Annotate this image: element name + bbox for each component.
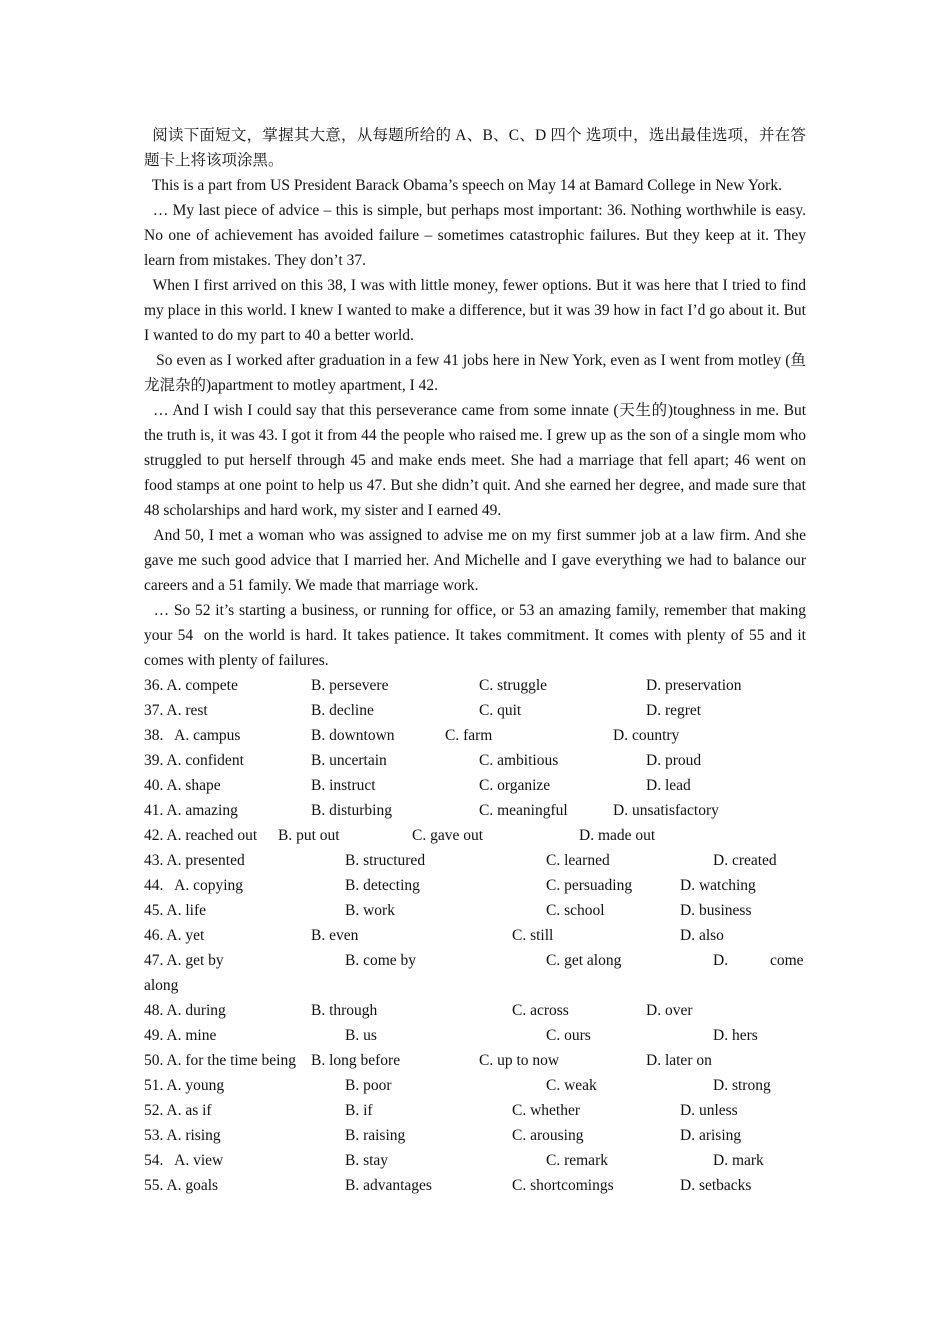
option-d: D. strong: [713, 1077, 771, 1094]
option-b: B. us: [345, 1027, 377, 1044]
option-b: B. decline: [311, 702, 374, 719]
option-b: B. advantages: [345, 1177, 432, 1194]
question-row: [144, 923, 806, 948]
option-a: 41. A. amazing: [144, 802, 238, 819]
question-row: [144, 1048, 806, 1073]
option-a: 49. A. mine: [144, 1027, 217, 1044]
option-c: C. shortcomings: [512, 1177, 614, 1194]
option-b: B. disturbing: [311, 802, 392, 819]
question-row: [144, 1098, 806, 1123]
option-c: C. persuading: [546, 877, 633, 894]
option-d: D. watching: [680, 877, 756, 894]
passage-paragraph: … And I wish I could say that this perseverance came from some innate (天生的)toughness in me. But the truth is, it was 43. I got it from 44 the people who raised me. I grew up as the son of a single mom who struggled to put herself through 45 and make ends meet. She had a marriage that fell apart; 46 went on food stamps at one point to help us 47. But she didn’t quit. And she earned her degree, and made sure that 48 scholarships and hard work, my sister and I earned 49.: [144, 402, 810, 519]
option-c: C. up to now: [479, 1052, 560, 1069]
option-a: 43. A. presented: [144, 852, 245, 869]
question-row: [144, 998, 806, 1023]
option-a: 53. A. rising: [144, 1127, 221, 1144]
option-b: B. work: [345, 902, 395, 919]
option-d: D. lead: [646, 777, 691, 794]
option-d: D. business: [680, 902, 752, 919]
option-c: C. meaningful: [479, 802, 568, 819]
option-d: D.: [713, 952, 729, 969]
option-a: 36. A. compete: [144, 677, 238, 694]
option-d-text-wrap: along: [144, 977, 179, 994]
question-row: [144, 723, 806, 748]
question-row: [144, 873, 806, 898]
passage-paragraph: And 50, I met a woman who was assigned to advise me on my first summer job at a law firm. And she gave me such good advice that I married her. And Michelle and I gave everything we had to balance our careers and a 51 family. We made that marriage work.: [144, 527, 810, 594]
option-d: D. made out: [579, 827, 656, 844]
option-b: B. instruct: [311, 777, 376, 794]
option-d: D. hers: [713, 1027, 758, 1044]
option-c: C. still: [512, 927, 554, 944]
passage-paragraph: … My last piece of advice – this is simple, but perhaps most important: 36. Nothing worthwhile is easy. No one of achievement has avoided failure – sometimes catastrophic failures. But they keep at it. They learn from mistakes. They don’t 37.: [144, 202, 810, 269]
instructions-paragraph: 阅读下面短文，掌握其大意，从每题所给的 A、B、C、D 四个 选项中，选出最佳选项，并在答题卡上将该项涂黑。: [144, 127, 806, 169]
question-row: [144, 823, 806, 848]
option-a: 55. A. goals: [144, 1177, 219, 1194]
option-a: 54. A. view: [144, 1152, 224, 1169]
option-b: B. come by: [345, 952, 417, 969]
option-a: 38. A. campus: [144, 727, 241, 744]
option-d: D. unsatisfactory: [613, 802, 719, 819]
option-a: 44. A. copying: [144, 877, 244, 894]
option-c: C. quit: [479, 702, 522, 719]
intro-paragraph: This is a part from US President Barack Obama’s speech on May 14 at Bamard College in New York.: [144, 177, 782, 194]
passage-paragraph: So even as I worked after graduation in a few 41 jobs here in New York, even as I went from motley (鱼龙混杂的)apartment to motley apartment, I 42.: [144, 352, 806, 394]
option-a: 47. A. get by: [144, 952, 224, 969]
option-d: D. unless: [680, 1102, 738, 1119]
option-d: D. also: [680, 927, 724, 944]
answer-options-list: [144, 673, 806, 1198]
option-d: D. created: [713, 852, 777, 869]
option-a: 37. A. rest: [144, 702, 208, 719]
question-row: [144, 1073, 806, 1098]
option-c: C. across: [512, 1002, 569, 1019]
option-d: D. arising: [680, 1127, 742, 1144]
option-d: D. regret: [646, 702, 702, 719]
option-d: D. mark: [713, 1152, 764, 1169]
option-a: 45. A. life: [144, 902, 206, 919]
option-b: B. persevere: [311, 677, 389, 694]
option-c: C. arousing: [512, 1127, 584, 1144]
option-b: B. put out: [278, 827, 340, 844]
option-a: 40. A. shape: [144, 777, 221, 794]
option-c: C. learned: [546, 852, 610, 869]
option-a: 52. A. as if: [144, 1102, 212, 1119]
option-d: D. over: [646, 1002, 693, 1019]
document-page: [144, 123, 810, 1198]
option-c: C. ours: [546, 1027, 591, 1044]
question-row: [144, 773, 806, 798]
question-row: [144, 1173, 806, 1198]
question-row: [144, 798, 806, 823]
option-b: B. structured: [345, 852, 426, 869]
option-b: B. uncertain: [311, 752, 387, 769]
question-row: [144, 1148, 806, 1173]
option-d: D. later on: [646, 1052, 712, 1069]
option-d: D. proud: [646, 752, 702, 769]
option-c: C. school: [546, 902, 605, 919]
option-c: C. struggle: [479, 677, 548, 694]
option-d: D. preservation: [646, 677, 742, 694]
option-b: B. even: [311, 927, 359, 944]
option-a: 50. A. for the time being: [144, 1052, 296, 1069]
option-c: C. farm: [445, 727, 493, 744]
option-c: C. get along: [546, 952, 622, 969]
option-d: D. setbacks: [680, 1177, 752, 1194]
option-c: C. ambitious: [479, 752, 559, 769]
option-c: C. weak: [546, 1077, 597, 1094]
question-row: [144, 748, 806, 773]
question-row: [144, 1123, 806, 1148]
question-row: [144, 673, 806, 698]
option-b: B. poor: [345, 1077, 392, 1094]
question-row: [144, 848, 806, 873]
option-d-text: come: [770, 952, 804, 969]
option-b: B. stay: [345, 1152, 389, 1169]
option-c: C. organize: [479, 777, 551, 794]
option-b: B. through: [311, 1002, 378, 1019]
option-a: 42. A. reached out: [144, 827, 258, 844]
option-b: B. if: [345, 1102, 373, 1119]
passage-paragraph: … So 52 it’s starting a business, or running for office, or 53 an amazing family, remember that making your 54 on the world is hard. It takes patience. It takes commitment. It comes with plenty of 55 and it comes with plenty of failures.: [144, 602, 810, 669]
question-row: [144, 698, 806, 723]
option-a: 48. A. during: [144, 1002, 226, 1019]
question-row: [144, 948, 806, 998]
option-b: B. raising: [345, 1127, 406, 1144]
option-c: C. whether: [512, 1102, 581, 1119]
option-b: B. long before: [311, 1052, 401, 1069]
passage-paragraph: When I first arrived on this 38, I was with little money, fewer options. But it was here that I tried to find my place in this world. I knew I wanted to make a difference, but it was 39 how in fact I’d go about it. But I wanted to do my part to 40 a better world.: [144, 277, 810, 344]
option-b: B. detecting: [345, 877, 420, 894]
option-d: D. country: [613, 727, 680, 744]
question-row: [144, 1023, 806, 1048]
option-a: 39. A. confident: [144, 752, 244, 769]
question-row: [144, 898, 806, 923]
option-a: 51. A. young: [144, 1077, 225, 1094]
option-a: 46. A. yet: [144, 927, 205, 944]
option-b: B. downtown: [311, 727, 395, 744]
option-c: C. gave out: [412, 827, 484, 844]
option-c: C. remark: [546, 1152, 608, 1169]
